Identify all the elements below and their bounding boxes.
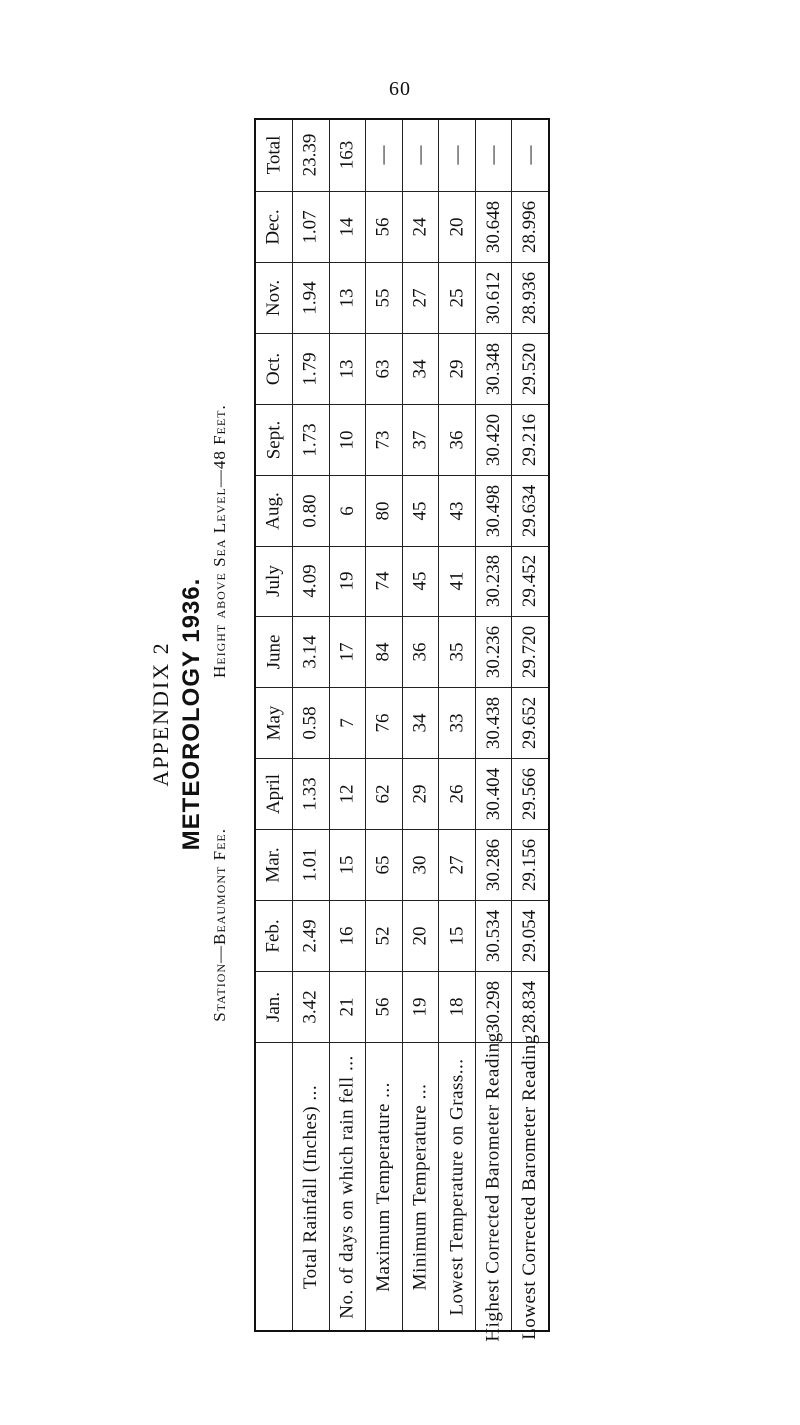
- table-cell: [293, 829, 329, 900]
- table-cell-text: 30.612: [482, 271, 504, 324]
- table-cell: [330, 758, 366, 829]
- row-label-text: Maximum Temperature ...: [372, 1081, 394, 1292]
- table-cell-text: 30.238: [482, 555, 504, 608]
- table-cell: [476, 475, 512, 546]
- table-cell: [439, 191, 475, 262]
- column-header: [256, 546, 292, 617]
- column-header: [256, 971, 292, 1042]
- table-cell-text: 23.39: [299, 134, 321, 177]
- column-header-text: Aug.: [263, 491, 285, 530]
- table-cell-text: 20: [409, 926, 431, 946]
- table-cell: [403, 616, 439, 687]
- table-cell: [512, 758, 548, 829]
- column-header-text: April: [263, 774, 285, 815]
- table-cell: [512, 971, 548, 1042]
- table-cell: [512, 333, 548, 404]
- table-cell-text: 17: [336, 642, 358, 662]
- table-cell: [293, 687, 329, 758]
- table-cell-text: 4.09: [299, 564, 321, 599]
- table-cell-text: 29.566: [519, 768, 541, 821]
- table-cell: [403, 900, 439, 971]
- table-cell-text: 30.420: [482, 413, 504, 466]
- table-cell: [439, 971, 475, 1042]
- table-cell-text: 56: [372, 997, 394, 1017]
- table-cell-text: 74: [372, 571, 394, 591]
- table-cell-text: 1.07: [299, 210, 321, 244]
- data-row-strip: [475, 120, 512, 1342]
- row-label: [476, 1031, 512, 1342]
- table-cell: [403, 687, 439, 758]
- table-cell: [330, 616, 366, 687]
- column-header: [256, 191, 292, 262]
- table-cell: [293, 546, 329, 617]
- row-label: [366, 1042, 402, 1330]
- row-label: [330, 1042, 366, 1330]
- table-cell: [439, 333, 475, 404]
- column-header-text: Feb.: [263, 919, 284, 953]
- column-header-text: July: [263, 565, 284, 598]
- table-cell: [330, 687, 366, 758]
- table-cell: [330, 191, 366, 262]
- table-cell-text: 29.156: [519, 839, 541, 892]
- table-cell-text: 24: [409, 217, 431, 237]
- table-cell-text: 29.054: [519, 909, 541, 963]
- table-cell: [476, 687, 512, 758]
- table-cell: [512, 546, 548, 617]
- table-cell: [439, 616, 475, 687]
- table-cell-text: 29: [409, 784, 431, 804]
- table-cell: [476, 120, 512, 191]
- table-cell-text: 76: [372, 713, 394, 733]
- table-cell: [403, 404, 439, 475]
- table-cell-text: 36: [446, 430, 468, 450]
- data-row-strip: [329, 120, 366, 1330]
- table-cell-text: 1.73: [299, 423, 321, 457]
- table-cell: [366, 687, 402, 758]
- table-cell-text: 27: [446, 855, 468, 875]
- column-header-text: Dec.: [263, 209, 284, 245]
- table-cell-text: —: [519, 145, 541, 165]
- table-cell-text: 80: [372, 501, 394, 521]
- table-cell-text: 30.648: [482, 200, 504, 253]
- table-cell: [403, 191, 439, 262]
- table-cell: [293, 404, 329, 475]
- table-cell-text: 0.58: [299, 706, 321, 740]
- table-cell-text: 56: [372, 217, 394, 237]
- table-cell-text: 52: [372, 926, 394, 946]
- row-label: [439, 1042, 475, 1330]
- table-cell: [366, 475, 402, 546]
- table-cell: [366, 262, 402, 333]
- table-cell-text: 29.216: [519, 413, 541, 466]
- table-cell-text: —: [446, 145, 468, 165]
- table-cell-text: —: [372, 145, 394, 165]
- table-cell-text: 65: [372, 855, 394, 875]
- table-cell-text: 37: [409, 430, 431, 450]
- table-cell-text: 3.14: [299, 635, 321, 670]
- table-cell-text: 35: [446, 642, 468, 662]
- table-cell: [366, 333, 402, 404]
- table-cell: [476, 900, 512, 971]
- table-cell-text: 30.404: [482, 768, 504, 821]
- data-row-strip: [365, 120, 402, 1330]
- column-header: [256, 333, 292, 404]
- table-cell: [476, 333, 512, 404]
- table-cell-text: 21: [336, 997, 358, 1017]
- table-cell-text: 29.520: [519, 342, 541, 395]
- column-header: [256, 829, 292, 900]
- column-header-text: May: [262, 705, 284, 741]
- table-cell: [476, 546, 512, 617]
- table-cell-text: 25: [446, 288, 468, 308]
- table-cell: [366, 758, 402, 829]
- table-cell: [330, 333, 366, 404]
- table-cell-text: 28.936: [519, 271, 541, 324]
- table-cell-text: 29.452: [519, 555, 541, 608]
- row-label: [293, 1042, 329, 1330]
- table-cell: [512, 191, 548, 262]
- table-cell: [293, 191, 329, 262]
- table-cell: [366, 971, 402, 1042]
- table-cell: [403, 120, 439, 191]
- table-cell: [293, 616, 329, 687]
- column-header: [256, 758, 292, 829]
- table-cell: [439, 262, 475, 333]
- table-cell: [293, 758, 329, 829]
- table-cell-text: 30.498: [482, 484, 504, 537]
- table-cell-text: —: [409, 145, 431, 165]
- table-cell-text: 33: [446, 713, 468, 733]
- table-cell: [293, 262, 329, 333]
- table-cell-text: 3.42: [299, 990, 321, 1024]
- table-cell: [366, 191, 402, 262]
- table-cell-text: 14: [336, 217, 358, 237]
- table-cell: [476, 191, 512, 262]
- table-cell: [330, 829, 366, 900]
- row-label-text: Total Rainfall (Inches) ...: [299, 1084, 321, 1289]
- table-cell-text: 15: [446, 926, 468, 946]
- station-name: Station—Beaumont Fee.: [210, 828, 229, 1022]
- station-line: [210, 213, 232, 1213]
- table-cell: [476, 616, 512, 687]
- table-cell-text: 20: [446, 217, 468, 237]
- table-cell-text: 0.80: [299, 493, 321, 528]
- table-cell-text: 84: [372, 642, 394, 662]
- table-cell: [439, 687, 475, 758]
- table-cell: [512, 687, 548, 758]
- table-cell-text: 55: [372, 288, 394, 308]
- column-header-text: Sept.: [263, 420, 284, 459]
- table-cell: [476, 829, 512, 900]
- table-cell-text: 18: [446, 997, 468, 1017]
- table-cell: [403, 333, 439, 404]
- table-cell-text: 34: [409, 359, 431, 379]
- table-cell-text: 45: [409, 501, 431, 521]
- table-cell: [512, 120, 548, 191]
- table-cell-text: 34: [409, 713, 431, 733]
- table-cell-text: 36: [409, 642, 431, 662]
- meteorology-table: [254, 118, 550, 1342]
- table-cell-text: 45: [409, 571, 431, 591]
- month-header-strip: [256, 120, 292, 1330]
- table-cell-text: 30.438: [482, 697, 504, 750]
- table-cell-text: 41: [446, 571, 468, 591]
- table-cell: [330, 120, 366, 191]
- table-cell: [439, 475, 475, 546]
- table-cell-text: 12: [336, 784, 358, 804]
- row-label: [512, 1033, 548, 1340]
- column-header: [256, 616, 292, 687]
- table-cell: [476, 971, 512, 1042]
- table-cell: [476, 262, 512, 333]
- table-cell-text: 30.286: [482, 839, 504, 892]
- column-header: [256, 120, 292, 191]
- table-cell: [439, 900, 475, 971]
- row-label: [403, 1042, 439, 1330]
- table-cell-text: 29.720: [519, 626, 541, 679]
- table-cell: [439, 758, 475, 829]
- data-row-strip: [438, 120, 475, 1330]
- table-cell: [512, 262, 548, 333]
- table-cell-text: 43: [446, 501, 468, 521]
- table-cell-text: 28.996: [519, 200, 541, 253]
- table-cell-text: 6: [336, 505, 358, 516]
- table-cell: [330, 475, 366, 546]
- column-header-text: Jan.: [262, 991, 284, 1023]
- column-header: [256, 900, 292, 971]
- table-cell: [366, 829, 402, 900]
- table-cell-text: 62: [372, 784, 394, 804]
- table-cell-text: 163: [336, 141, 358, 170]
- table-cell: [476, 404, 512, 475]
- table-cell: [330, 262, 366, 333]
- table-cell: [476, 758, 512, 829]
- table-cell: [293, 971, 329, 1042]
- column-header-text: Nov.: [263, 279, 284, 316]
- table-cell: [439, 829, 475, 900]
- table-cell-text: 13: [336, 359, 358, 379]
- table-cell-text: 19: [336, 571, 358, 591]
- data-row-strip: [292, 120, 329, 1330]
- column-header-text: Mar.: [262, 847, 284, 883]
- table-cell-text: 27: [409, 288, 431, 308]
- table-cell-text: 29.652: [519, 697, 541, 750]
- appendix-heading: APPENDIX 2: [148, 641, 173, 787]
- table-cell-text: —: [482, 145, 504, 165]
- table-cell: [330, 900, 366, 971]
- table-cell-text: 26: [446, 784, 468, 804]
- table-cell: [439, 546, 475, 617]
- table-cell: [403, 829, 439, 900]
- table-cell-text: 29: [446, 359, 468, 379]
- data-row-strip: [402, 120, 439, 1330]
- column-header-text: Total: [263, 136, 284, 175]
- table-cell-text: 1.33: [299, 777, 321, 811]
- table-cell: [293, 120, 329, 191]
- table-cell-text: 1.79: [299, 352, 321, 386]
- table-cell: [403, 971, 439, 1042]
- row-label-text: Minimum Temperature ...: [409, 1083, 431, 1290]
- table-cell: [512, 900, 548, 971]
- table-cell-text: 19: [409, 997, 431, 1017]
- page-number: 60: [389, 78, 411, 100]
- report-title: METEOROLOGY 1936.: [178, 577, 205, 851]
- table-cell-text: 10: [336, 430, 358, 450]
- column-header: [256, 404, 292, 475]
- table-cell: [403, 546, 439, 617]
- row-label-text: Highest Corrected Barometer Reading: [482, 1031, 504, 1342]
- table-cell: [512, 829, 548, 900]
- table-cell: [512, 404, 548, 475]
- column-header: [256, 262, 292, 333]
- table-cell-text: 30.236: [482, 626, 504, 679]
- table-cell: [439, 404, 475, 475]
- table-cell: [366, 546, 402, 617]
- table-cell-text: 1.94: [299, 281, 321, 315]
- table-cell: [512, 616, 548, 687]
- table-cell: [293, 900, 329, 971]
- table-cell-text: 1.01: [299, 848, 321, 882]
- table-cell-text: 15: [336, 855, 358, 875]
- table-cell: [330, 404, 366, 475]
- table-cell-text: 30.534: [482, 909, 504, 963]
- data-row-strip: [511, 120, 548, 1340]
- column-header-text: June: [262, 634, 284, 670]
- table-cell: [512, 475, 548, 546]
- table-cell-text: 2.49: [299, 919, 321, 953]
- table-cell: [403, 475, 439, 546]
- table-cell: [366, 900, 402, 971]
- column-header: [256, 475, 292, 546]
- table-cell: [366, 616, 402, 687]
- table-cell-text: 63: [372, 359, 394, 379]
- table-cell: [403, 262, 439, 333]
- row-label-text: No. of days on which rain fell ...: [336, 1054, 358, 1319]
- table-cell-text: 30.348: [482, 342, 504, 395]
- table-cell: [330, 971, 366, 1042]
- table-cell: [293, 333, 329, 404]
- table-cell: [293, 475, 329, 546]
- table-cell-text: 13: [336, 288, 358, 308]
- table-cell-text: 16: [336, 926, 358, 946]
- table-cell: [330, 546, 366, 617]
- table-cell: [366, 404, 402, 475]
- table-cell-text: 30: [409, 855, 431, 875]
- header-corner: [256, 1042, 292, 1330]
- table-cell: [366, 120, 402, 191]
- row-label-text: Lowest Temperature on Grass...: [446, 1057, 468, 1316]
- column-header: [256, 687, 292, 758]
- table-cell: [439, 120, 475, 191]
- table-cell: [403, 758, 439, 829]
- table-cell-text: 29.634: [519, 484, 541, 537]
- table-cell-text: 30.298: [482, 980, 504, 1034]
- row-label-text: Lowest Corrected Barometer Reading: [519, 1033, 541, 1340]
- table-cell-text: 7: [336, 718, 358, 729]
- table-cell-text: 28.834: [519, 980, 541, 1034]
- station-height: Height above Sea Level—48 Feet.: [210, 404, 229, 679]
- table-cell-text: 73: [372, 430, 394, 450]
- column-header-text: Oct.: [263, 352, 284, 385]
